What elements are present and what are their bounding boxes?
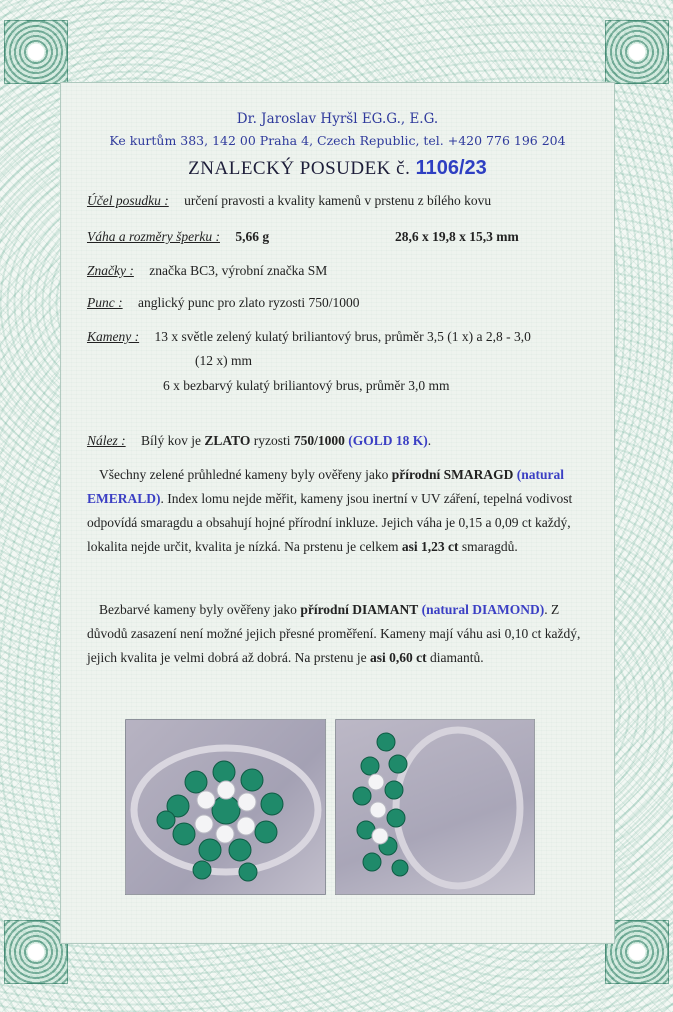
emerald-text: Všechny zelené průhledné kameny byly ověřeny jako — [99, 467, 392, 482]
weight-row — [87, 229, 269, 245]
diamond-paragraph — [87, 598, 592, 670]
hallmark-row — [87, 295, 360, 311]
weight-value: 5,66 g — [235, 229, 270, 244]
purpose-label: Účel posudku : — [87, 193, 169, 208]
finding-text: ryzosti — [250, 433, 294, 448]
diamond-text: . Z důvodů zasazení není možné jejich přesné proměření. Kameny mají váhu asi 0,10 ct každý, jejich kvalita je velmi dobrá až dobrá. Na prstenu je — [87, 602, 581, 665]
stones-label: Kameny : — [87, 329, 140, 344]
finding-text: . — [427, 433, 432, 448]
diamond-name: přírodní DIAMANT — [300, 602, 419, 617]
stones-row — [87, 329, 531, 345]
stones-line2: (12 x) mm — [195, 353, 252, 368]
document-title — [61, 157, 614, 180]
marks-label: Značky : — [87, 263, 134, 278]
finding-text: Bílý kov je — [141, 433, 205, 448]
diamond-english: (natural DIAMOND) — [421, 602, 545, 617]
emerald-total: asi 1,23 ct — [401, 539, 459, 554]
stones-line1: 13 x světle zelený kulatý briliantový brus, průměr 3,5 (1 x) a 2,8 - 3,0 — [154, 329, 531, 344]
marks-value: značka BC3, výrobní značka SM — [149, 263, 328, 278]
corner-ornament-icon — [4, 920, 68, 984]
emerald-text: smaragdů. — [458, 539, 518, 554]
ring-photo-top-view — [125, 719, 326, 895]
emerald-text: . Index lomu nejde měřit, kameny jsou inertní v UV záření, tepelná vodivost odpovídá smaragdu a obsahují hojné přírodní inkluze. Jejich váha je 0,15 a 0,09 ct každý, lokalita nejde určit, kvalita je nízká. Na prstenu je celkem — [87, 491, 573, 554]
hallmark-label: Punc : — [87, 295, 123, 310]
finding-label: Nález : — [87, 433, 126, 448]
report-number: 1106/23 — [415, 157, 487, 179]
dimensions-value: 28,6 x 19,8 x 15,3 mm — [395, 229, 519, 244]
diamond-text: diamantů. — [426, 650, 484, 665]
ring-photo-side-view — [335, 719, 535, 895]
metal-value: ZLATO — [204, 433, 251, 448]
diamond-total: asi 0,60 ct — [370, 650, 427, 665]
fineness-value: 750/1000 — [293, 433, 345, 448]
expert-name: Dr. Jaroslav Hyršl EG.G., E.G. — [236, 111, 439, 127]
title-text: ZNALECKÝ POSUDEK č. — [188, 158, 411, 179]
gold-english: (GOLD 18 K) — [348, 433, 428, 448]
hallmark-value: anglický punc pro zlato ryzosti 750/1000 — [137, 295, 360, 310]
emerald-english: (natural EMERALD) — [87, 467, 565, 506]
emerald-paragraph — [87, 463, 592, 559]
expert-address: Ke kurtům 383, 142 00 Praha 4, Czech Republic, tel. +420 776 196 204 — [109, 133, 566, 148]
emerald-name: přírodní SMARAGD — [391, 467, 514, 482]
finding-row — [87, 433, 431, 449]
marks-row — [87, 263, 327, 279]
weight-label: Váha a rozměry šperku : — [87, 229, 220, 244]
corner-ornament-icon — [4, 20, 68, 84]
corner-ornament-icon — [605, 20, 669, 84]
stones-line3: 6 x bezbarvý kulatý briliantový brus, průměr 3,0 mm — [163, 378, 450, 393]
document-body — [60, 82, 615, 944]
purpose-value: určení pravosti a kvality kamenů v prstenu z bílého kovu — [184, 193, 492, 208]
diamond-text: Bezbarvé kameny byly ověřeny jako — [99, 602, 301, 617]
purpose-row — [87, 193, 491, 209]
